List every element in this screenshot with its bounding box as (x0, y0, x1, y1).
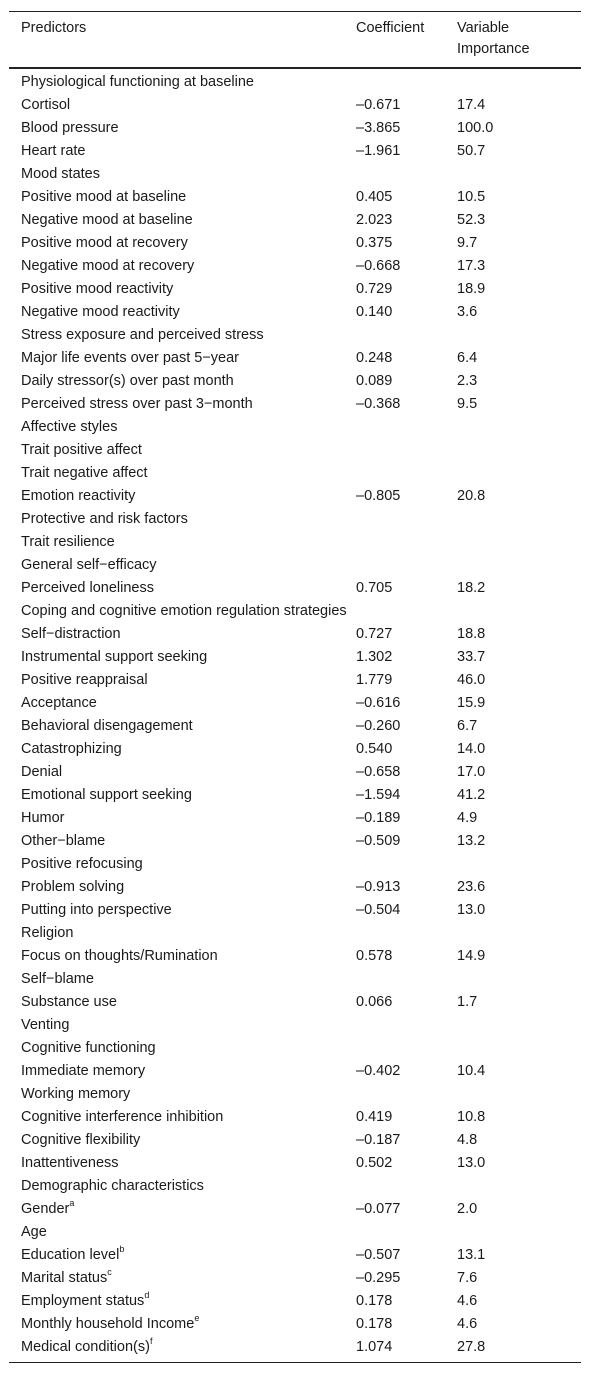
predictor-label (9, 68, 356, 94)
importance-cell: 1.7 (457, 994, 478, 1010)
footnote-marker: c (107, 1267, 112, 1278)
coefficient-cell: 0.502 (356, 1155, 393, 1171)
table-row (9, 991, 581, 1014)
importance-cell (457, 416, 581, 439)
predictor-label (9, 646, 356, 669)
predictor-label (9, 232, 356, 255)
importance-cell (457, 922, 581, 945)
coefficient-cell: 1.074 (356, 1339, 393, 1355)
predictor-label (9, 945, 356, 968)
table-row (9, 1106, 581, 1129)
table-row (9, 531, 581, 554)
predictor-name: Age (21, 1224, 47, 1240)
predictor-label (9, 1175, 356, 1198)
coefficient-cell (356, 324, 457, 347)
predictor-label (9, 853, 356, 876)
importance-cell (457, 531, 581, 554)
predictor-name: Acceptance (21, 695, 97, 711)
table-row (9, 485, 581, 508)
coefficient-cell (356, 68, 457, 94)
coefficient-cell: –0.668 (356, 258, 401, 274)
header-row (9, 12, 581, 69)
predictor-label (9, 830, 356, 853)
table-row (9, 922, 581, 945)
table-row (9, 692, 581, 715)
table-row (9, 830, 581, 853)
predictor-label (9, 1267, 356, 1290)
importance-cell (457, 439, 581, 462)
predictor-name: Problem solving (21, 879, 125, 895)
predictor-label (9, 738, 356, 761)
importance-cell: 50.7 (457, 143, 486, 159)
predictor-label (9, 485, 356, 508)
table-row (9, 1267, 581, 1290)
importance-cell (457, 554, 581, 577)
importance-cell: 4.6 (457, 1293, 478, 1309)
predictor-label (9, 807, 356, 830)
footnote-marker: d (144, 1290, 150, 1301)
table-row (9, 738, 581, 761)
predictor-name: Focus on thoughts/Rumination (21, 948, 218, 964)
predictor-label (9, 784, 356, 807)
coefficient-cell (356, 1014, 457, 1037)
coefficient-cell: –0.187 (356, 1132, 401, 1148)
coefficient-cell: –1.594 (356, 787, 401, 803)
coefficient-cell (356, 163, 457, 186)
coefficient-cell: 0.578 (356, 948, 393, 964)
predictors-table (9, 11, 581, 1362)
importance-cell: 13.2 (457, 833, 486, 849)
predictor-label (9, 1014, 356, 1037)
importance-cell (457, 1175, 581, 1198)
importance-cell: 15.9 (457, 695, 486, 711)
predictor-label (9, 117, 356, 140)
predictor-name: Emotion reactivity (21, 488, 136, 504)
coefficient-cell: –0.260 (356, 718, 401, 734)
importance-cell: 10.5 (457, 189, 486, 205)
predictor-name: General self−efficacy (21, 557, 157, 573)
predictor-label (9, 255, 356, 278)
coefficient-cell: –0.509 (356, 833, 401, 849)
coefficient-cell (356, 1037, 457, 1060)
coefficient-cell: –3.865 (356, 120, 401, 136)
coefficient-cell (356, 531, 457, 554)
predictor-name: Cognitive flexibility (21, 1132, 141, 1148)
importance-cell: 52.3 (457, 212, 486, 228)
coefficient-cell: 0.248 (356, 350, 393, 366)
coefficient-cell: 0.419 (356, 1109, 393, 1125)
table-header (9, 12, 581, 69)
predictor-name: Self−blame (21, 971, 94, 987)
coefficient-cell: 1.779 (356, 672, 393, 688)
importance-cell (457, 163, 581, 186)
importance-cell (457, 968, 581, 991)
predictor-name: Gender (21, 1201, 70, 1217)
predictor-name: Venting (21, 1017, 70, 1033)
importance-cell: 6.4 (457, 350, 478, 366)
importance-cell: 10.8 (457, 1109, 486, 1125)
predictor-label (9, 1313, 356, 1336)
predictor-label (9, 1244, 356, 1267)
predictor-label (9, 462, 356, 485)
table-row (9, 186, 581, 209)
predictor-label (9, 991, 356, 1014)
importance-cell (457, 508, 581, 531)
importance-cell: 100.0 (457, 120, 494, 136)
footnote-marker: f (149, 1336, 153, 1347)
predictor-name: Coping and cognitive emotion regulation strategies (21, 603, 347, 619)
predictor-name: Inattentiveness (21, 1155, 119, 1171)
coefficient-cell: –0.913 (356, 879, 401, 895)
table-row (9, 968, 581, 991)
predictor-name: Working memory (21, 1086, 131, 1102)
coefficient-cell: 0.089 (356, 373, 393, 389)
table-row (9, 1198, 581, 1221)
coefficient-cell (356, 600, 457, 623)
predictor-label (9, 186, 356, 209)
predictor-name: Demographic characteristics (21, 1178, 204, 1194)
importance-cell: 13.0 (457, 1155, 486, 1171)
coefficient-cell (356, 968, 457, 991)
coefficient-cell: 1.302 (356, 649, 393, 665)
predictor-label (9, 1198, 356, 1221)
predictor-name: Negative mood at recovery (21, 258, 195, 274)
coefficient-cell: 0.729 (356, 281, 393, 297)
importance-cell (457, 68, 581, 94)
table-row (9, 255, 581, 278)
predictor-label (9, 370, 356, 393)
predictor-name: Religion (21, 925, 74, 941)
predictor-name: Emotional support seeking (21, 787, 192, 803)
predictor-name: Mood states (21, 166, 100, 182)
table-row (9, 1175, 581, 1198)
importance-cell: 41.2 (457, 787, 486, 803)
importance-cell: 17.4 (457, 97, 486, 113)
coefficient-cell: –0.368 (356, 396, 401, 412)
coefficient-cell: –0.805 (356, 488, 401, 504)
importance-cell: 2.3 (457, 373, 478, 389)
predictor-label (9, 968, 356, 991)
coefficient-cell: 0.066 (356, 994, 393, 1010)
coefficient-cell: –0.671 (356, 97, 401, 113)
table-row (9, 324, 581, 347)
table-row (9, 508, 581, 531)
coefficient-cell: –0.504 (356, 902, 401, 918)
predictor-name: Affective styles (21, 419, 118, 435)
importance-cell: 14.9 (457, 948, 486, 964)
predictor-label (9, 1336, 356, 1362)
table-row (9, 623, 581, 646)
coefficient-cell: 0.178 (356, 1293, 393, 1309)
predictor-label (9, 393, 356, 416)
table-row (9, 416, 581, 439)
table-row (9, 1336, 581, 1362)
predictor-name: Heart rate (21, 143, 86, 159)
predictor-label (9, 554, 356, 577)
table-row (9, 462, 581, 485)
coefficient-cell: –0.616 (356, 695, 401, 711)
coefficient-cell: –0.402 (356, 1063, 401, 1079)
importance-cell: 20.8 (457, 488, 486, 504)
predictor-label (9, 278, 356, 301)
predictor-name: Medical condition(s) (21, 1339, 150, 1355)
importance-cell (457, 1221, 581, 1244)
predictor-name: Other−blame (21, 833, 106, 849)
importance-cell: 6.7 (457, 718, 478, 734)
predictor-name: Putting into perspective (21, 902, 172, 918)
importance-cell: 4.8 (457, 1132, 478, 1148)
table-row (9, 807, 581, 830)
table-row (9, 784, 581, 807)
predictor-label (9, 1290, 356, 1313)
table-row (9, 1129, 581, 1152)
table-row (9, 140, 581, 163)
importance-cell: 18.9 (457, 281, 486, 297)
predictor-label (9, 1037, 356, 1060)
predictors-table-container (9, 11, 581, 1363)
predictor-name: Catastrophizing (21, 741, 122, 757)
predictor-label (9, 876, 356, 899)
predictor-label (9, 577, 356, 600)
predictor-name: Marital status (21, 1270, 108, 1286)
table-row (9, 1290, 581, 1313)
table-row (9, 370, 581, 393)
table-row (9, 1152, 581, 1175)
predictor-label (9, 439, 356, 462)
header-variable-importance: Variable Importance (457, 20, 530, 57)
predictor-label (9, 1129, 356, 1152)
table-row (9, 876, 581, 899)
importance-cell: 9.5 (457, 396, 478, 412)
coefficient-cell: 0.140 (356, 304, 393, 320)
predictor-name: Positive reappraisal (21, 672, 148, 688)
coefficient-cell: 0.405 (356, 189, 393, 205)
predictor-name: Major life events over past 5−year (21, 350, 240, 366)
importance-cell: 4.6 (457, 1316, 478, 1332)
table-row (9, 163, 581, 186)
predictor-label (9, 899, 356, 922)
predictor-label (9, 140, 356, 163)
coefficient-cell: –0.507 (356, 1247, 401, 1263)
importance-cell: 33.7 (457, 649, 486, 665)
table-row (9, 393, 581, 416)
predictor-name: Humor (21, 810, 65, 826)
importance-cell: 23.6 (457, 879, 486, 895)
coefficient-cell (356, 439, 457, 462)
table-row (9, 1014, 581, 1037)
table-row (9, 1060, 581, 1083)
table-row (9, 232, 581, 255)
table-row (9, 1221, 581, 1244)
coefficient-cell: 0.705 (356, 580, 393, 596)
table-row (9, 1244, 581, 1267)
coefficient-cell (356, 462, 457, 485)
importance-cell: 2.0 (457, 1201, 478, 1217)
predictor-label (9, 1221, 356, 1244)
table-row (9, 577, 581, 600)
predictor-name: Self−distraction (21, 626, 121, 642)
importance-cell: 9.7 (457, 235, 478, 251)
importance-cell: 18.2 (457, 580, 486, 596)
predictor-label (9, 1083, 356, 1106)
importance-cell (457, 1014, 581, 1037)
table-row (9, 301, 581, 324)
predictor-name: Positive mood reactivity (21, 281, 174, 297)
predictor-label (9, 1106, 356, 1129)
table-row (9, 278, 581, 301)
predictor-name: Protective and risk factors (21, 511, 188, 527)
predictor-label (9, 347, 356, 370)
table-body (9, 68, 581, 1362)
table-row (9, 715, 581, 738)
predictor-label (9, 692, 356, 715)
predictor-name: Positive refocusing (21, 856, 143, 872)
table-row (9, 1313, 581, 1336)
predictor-name: Negative mood reactivity (21, 304, 180, 320)
table-row (9, 669, 581, 692)
importance-cell (457, 1037, 581, 1060)
table-row (9, 600, 581, 623)
coefficient-cell (356, 853, 457, 876)
predictor-label (9, 600, 356, 623)
predictor-name: Trait negative affect (21, 465, 148, 481)
predictor-name: Immediate memory (21, 1063, 146, 1079)
importance-cell (457, 462, 581, 485)
coefficient-cell (356, 1175, 457, 1198)
table-row (9, 554, 581, 577)
coefficient-cell (356, 554, 457, 577)
predictor-name: Instrumental support seeking (21, 649, 208, 665)
predictor-label (9, 1152, 356, 1175)
table-row (9, 761, 581, 784)
predictor-name: Cortisol (21, 97, 71, 113)
coefficient-cell: 0.178 (356, 1316, 393, 1332)
importance-cell (457, 853, 581, 876)
predictor-name: Stress exposure and perceived stress (21, 327, 264, 343)
importance-cell: 14.0 (457, 741, 486, 757)
importance-cell: 18.8 (457, 626, 486, 642)
predictor-label (9, 531, 356, 554)
coefficient-cell (356, 416, 457, 439)
table-row (9, 899, 581, 922)
coefficient-cell (356, 508, 457, 531)
predictor-name: Negative mood at baseline (21, 212, 193, 228)
predictor-name: Trait positive affect (21, 442, 142, 458)
table-row (9, 853, 581, 876)
predictor-name: Positive mood at recovery (21, 235, 188, 251)
predictor-name: Monthly household Income (21, 1316, 195, 1332)
coefficient-cell (356, 922, 457, 945)
coefficient-cell: –0.295 (356, 1270, 401, 1286)
predictor-name: Trait resilience (21, 534, 115, 550)
predictor-name: Substance use (21, 994, 117, 1010)
predictor-name: Cognitive functioning (21, 1040, 156, 1056)
coefficient-cell: –1.961 (356, 143, 401, 159)
predictor-name: Physiological functioning at baseline (21, 74, 254, 90)
header-coefficient: Coefficient (356, 20, 425, 36)
table-row (9, 68, 581, 94)
table-row (9, 1037, 581, 1060)
importance-cell: 13.0 (457, 902, 486, 918)
importance-cell: 17.0 (457, 764, 486, 780)
predictor-label (9, 669, 356, 692)
predictor-label (9, 508, 356, 531)
predictor-label (9, 416, 356, 439)
importance-cell (457, 324, 581, 347)
coefficient-cell: 0.540 (356, 741, 393, 757)
predictor-name: Education level (21, 1247, 120, 1263)
predictor-name: Behavioral disengagement (21, 718, 193, 734)
table-row (9, 945, 581, 968)
predictor-label (9, 209, 356, 232)
importance-cell: 10.4 (457, 1063, 486, 1079)
importance-cell: 17.3 (457, 258, 486, 274)
predictor-label (9, 922, 356, 945)
importance-cell (457, 1083, 581, 1106)
predictor-label (9, 715, 356, 738)
footnote-marker: b (119, 1244, 125, 1255)
coefficient-cell: 0.375 (356, 235, 393, 251)
predictor-name: Positive mood at baseline (21, 189, 187, 205)
table-row (9, 94, 581, 117)
coefficient-cell: 2.023 (356, 212, 393, 228)
table-bottom-rule (9, 1362, 581, 1363)
predictor-label (9, 623, 356, 646)
coefficient-cell (356, 1221, 457, 1244)
importance-cell (457, 600, 581, 623)
coefficient-cell (356, 1083, 457, 1106)
importance-cell: 27.8 (457, 1339, 486, 1355)
table-row (9, 347, 581, 370)
footnote-marker: a (69, 1198, 75, 1209)
predictor-name: Perceived stress over past 3−month (21, 396, 253, 412)
predictor-name: Cognitive interference inhibition (21, 1109, 224, 1125)
predictor-name: Blood pressure (21, 120, 119, 136)
importance-cell: 13.1 (457, 1247, 486, 1263)
table-row (9, 439, 581, 462)
table-row (9, 1083, 581, 1106)
predictor-label (9, 301, 356, 324)
predictor-name: Denial (21, 764, 63, 780)
predictor-name: Employment status (21, 1293, 145, 1309)
predictor-label (9, 324, 356, 347)
importance-cell: 3.6 (457, 304, 478, 320)
predictor-label (9, 1060, 356, 1083)
predictor-name: Daily stressor(s) over past month (21, 373, 234, 389)
footnote-marker: e (194, 1313, 200, 1324)
predictor-label (9, 163, 356, 186)
coefficient-cell: –0.077 (356, 1201, 401, 1217)
importance-cell: 46.0 (457, 672, 486, 688)
predictor-name: Perceived loneliness (21, 580, 154, 596)
coefficient-cell: 0.727 (356, 626, 393, 642)
predictor-label (9, 761, 356, 784)
predictor-label (9, 94, 356, 117)
coefficient-cell: –0.189 (356, 810, 401, 826)
header-predictors: Predictors (21, 20, 87, 36)
importance-cell: 4.9 (457, 810, 478, 826)
table-row (9, 646, 581, 669)
table-row (9, 209, 581, 232)
coefficient-cell: –0.658 (356, 764, 401, 780)
table-row (9, 117, 581, 140)
importance-cell: 7.6 (457, 1270, 478, 1286)
